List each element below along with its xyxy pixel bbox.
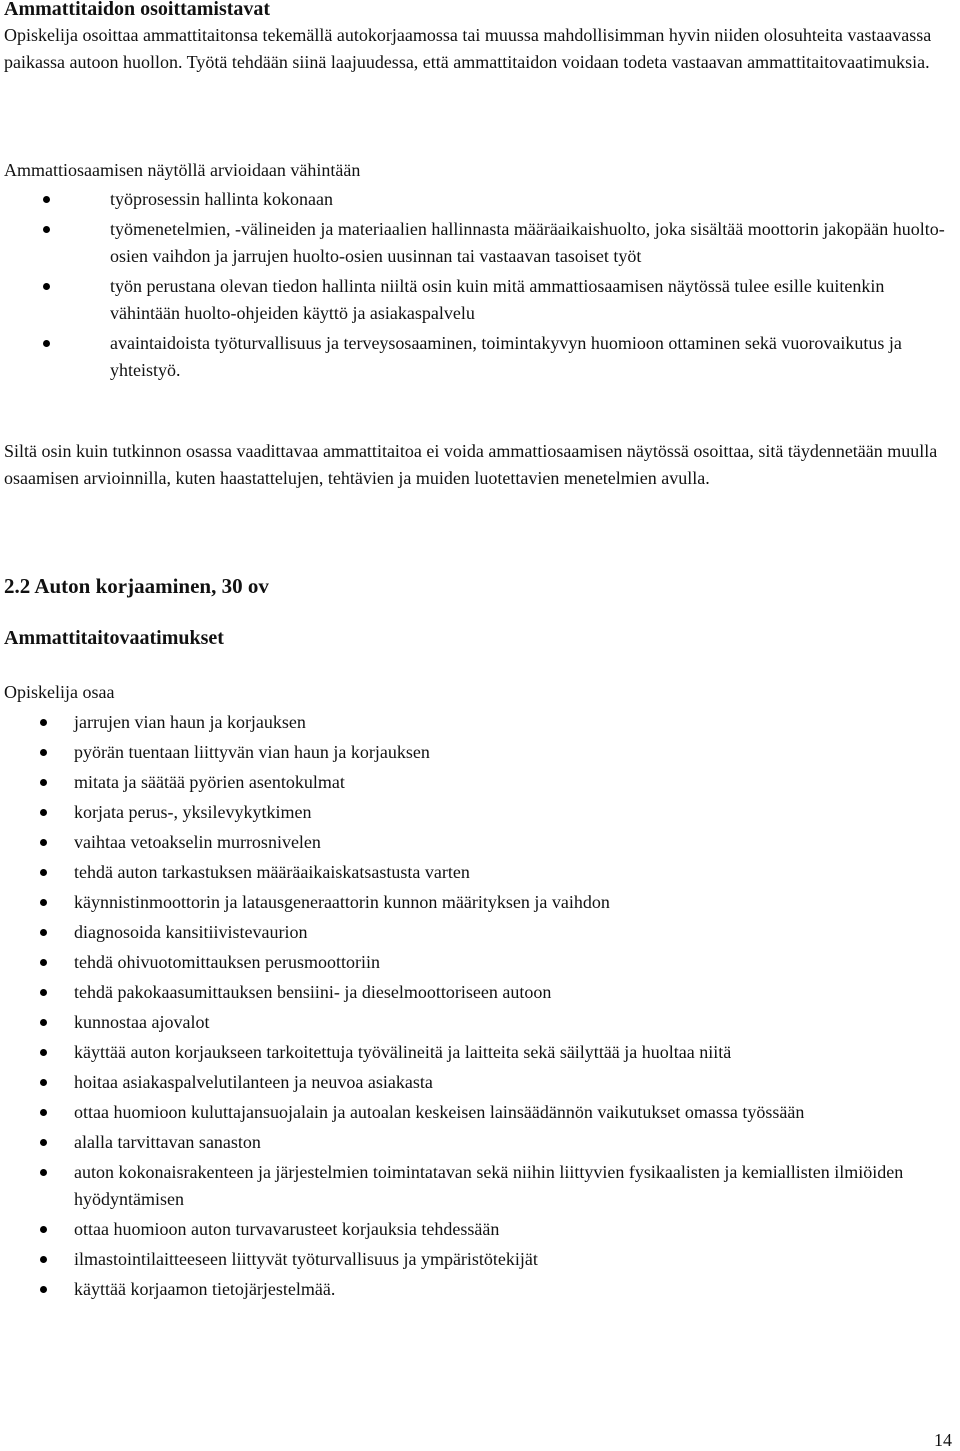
list-item: auton kokonaisrakenteen ja järjestelmien toimintatavan sekä niihin liittyvien fysikaalisten ja kemiallisten ilmiöiden hyödyntämisen [74,1159,954,1213]
list-item: tehdä auton tarkastuksen määräaikaiskatsastusta varten [74,859,954,886]
bullet-icon [43,196,50,203]
list-item: työprosessin hallinta kokonaan [110,186,955,213]
list-item: tehdä pakokaasumittauksen bensiini- ja dieselmoottoriseen autoon [74,979,954,1006]
bullet-icon [40,1256,47,1263]
list-item: käyttää auton korjaukseen tarkoitettuja työvälineitä ja laitteita sekä säilyttää ja huoltaa niitä [74,1039,954,1066]
bullet-icon [40,719,47,726]
bullet-icon [40,1079,47,1086]
list-item: kunnostaa ajovalot [74,1009,954,1036]
paragraph-1: Opiskelija osoittaa ammattitaitonsa tekemällä autokorjaamossa tai muussa mahdollisimman hyvin niiden olosuhteita vastaavassa paikassa autoon huollon. Työtä tehdään siinä laajuudessa, että ammattitaidon voidaan todeta vastaavan ammattitaitovaatimuksia. [4,25,932,72]
list-item: korjata perus-, yksilevykytkimen [74,799,954,826]
list-item: ottaa huomioon kuluttajansuojalain ja autoalan keskeisen lainsäädännön vaikutukset omassa työssään [74,1099,954,1126]
bullet-icon [43,283,50,290]
bullet-icon [40,1226,47,1233]
bullet-icon [43,226,50,233]
list-item: käynnistinmoottorin ja latausgeneraattorin kunnon määrityksen ja vaihdon [74,889,954,916]
section-heading: Ammattitaidon osoittamistavat [4,0,271,20]
bullet-icon [40,899,47,906]
bullet-icon [40,959,47,966]
bullet-icon [40,929,47,936]
list-item: ottaa huomioon auton turvavarusteet korjauksia tehdessään [74,1216,954,1243]
paragraph-2: Siltä osin kuin tutkinnon osassa vaadittavaa ammattitaitoa ei voida ammattiosaamisen näytössä osoittaa, sitä täydennetään muulla osaamisen arvioinnilla, kuten haastattelujen, tehtävien ja muiden luotettavien menetelmien avulla. [4,441,938,488]
list-item: hoitaa asiakaspalvelutilanteen ja neuvoa asiakasta [74,1069,954,1096]
list-item: vaihtaa vetoakselin murrosnivelen [74,829,954,856]
assessment-list [110,186,955,387]
bullet-icon [40,749,47,756]
list-item: käyttää korjaamon tietojärjestelmää. [74,1276,954,1303]
list-item: työmenetelmien, -välineiden ja materiaalien hallinnasta määräaikaishuolto, joka sisältää moottorin jakopään huolto-osien vaihdon ja jarrujen huolto-osien uusinnan tai vastaavan tasoiset työt [110,216,955,270]
bullet-icon [40,1019,47,1026]
assessment-intro: Ammattiosaamisen näytöllä arvioidaan vähintään [4,160,361,180]
list-item: avaintaidoista työturvallisuus ja terveysosaaminen, toimintakyvyn huomioon ottaminen sekä vuorovaikutus ja yhteistyö. [110,330,955,384]
list-item: ilmastointilaitteeseen liittyvät työturvallisuus ja ympäristötekijät [74,1246,954,1273]
bullet-icon [40,1286,47,1293]
bullet-icon [43,340,50,347]
bullet-icon [40,779,47,786]
list-item: pyörän tuentaan liittyvän vian haun ja korjauksen [74,739,954,766]
skills-intro: Opiskelija osaa [4,682,115,702]
section-2-heading: 2.2 Auton korjaaminen, 30 ov [4,574,269,598]
list-item: alalla tarvittavan sanaston [74,1129,954,1156]
bullet-icon [40,1169,47,1176]
bullet-icon [40,989,47,996]
bullet-icon [40,839,47,846]
skills-list [74,709,954,1306]
list-item: mitata ja säätää pyörien asentokulmat [74,769,954,796]
page-number: 14 [934,1430,952,1450]
requirements-heading: Ammattitaitovaatimukset [4,627,224,649]
list-item: diagnosoida kansitiivistevaurion [74,919,954,946]
list-item: työn perustana olevan tiedon hallinta niiltä osin kuin mitä ammattiosaamisen näytössä tulee esille kuitenkin vähintään huolto-ohjeiden käyttö ja asiakaspalvelu [110,273,955,327]
bullet-icon [40,1139,47,1146]
bullet-icon [40,809,47,816]
list-item: jarrujen vian haun ja korjauksen [74,709,954,736]
bullet-icon [40,1049,47,1056]
bullet-icon [40,869,47,876]
bullet-icon [40,1109,47,1116]
list-item: tehdä ohivuotomittauksen perusmoottoriin [74,949,954,976]
